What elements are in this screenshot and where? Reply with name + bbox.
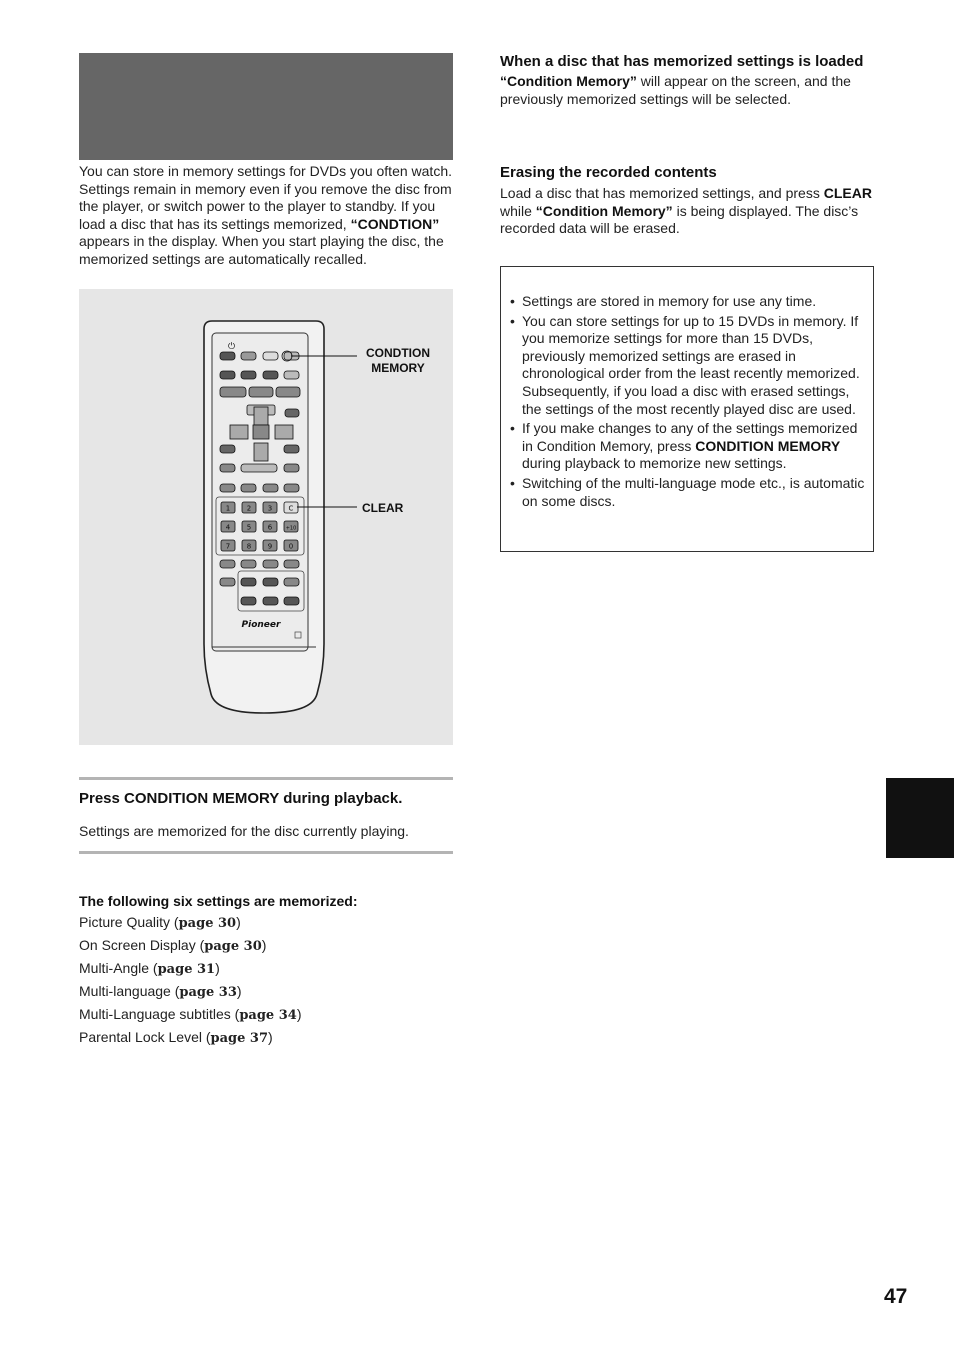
- remote-control-figure: [79, 289, 453, 745]
- clear-label: CLEAR: [362, 501, 404, 515]
- page-number: 47: [884, 1285, 908, 1308]
- list-item: Parental Lock Level (page 37): [79, 1029, 273, 1046]
- note-item: • Switching of the multi-language mode etc., is automatic on some discs.: [510, 475, 866, 510]
- list-item: Picture Quality (page 30): [79, 914, 241, 931]
- keypad-key-label: 8: [246, 542, 252, 551]
- page-reference: page 37: [210, 1031, 269, 1046]
- step-text: Settings are memorized for the disc currently playing.: [79, 823, 409, 839]
- note-item: • You can store settings for up to 15 DVDs in memory. If you memorize settings for more than 15 DVDs, previously memorized settings are erased in chronological order from the least recently memorized. Subsequently, if you load a disc with erased settings, the settings of the most recently played disc are used.: [510, 313, 866, 419]
- erasing-heading: Erasing the recorded contents: [500, 164, 717, 181]
- list-item: On Screen Display (page 30): [79, 937, 267, 954]
- notes-box: [500, 266, 874, 552]
- step-heading: Press CONDITION MEMORY during playback.: [79, 790, 403, 807]
- step-bottom-rule: [79, 851, 453, 854]
- chapter-tab: [886, 778, 954, 858]
- condition-memory-label: CONDTION MEMORY: [366, 346, 430, 375]
- section-title-bar: [79, 53, 453, 160]
- brand-logo: Pioneer: [241, 620, 281, 630]
- page-reference: page 31: [157, 962, 216, 977]
- keypad-key-label: 7: [225, 542, 231, 551]
- loaded-heading: When a disc that has memorized settings is loaded: [500, 53, 864, 70]
- note-item: • Settings are stored in memory for use any time.: [510, 293, 866, 311]
- loaded-text: “Condition Memory” will appear on the screen, and the previously memorized settings will be selected.: [500, 73, 851, 107]
- note-item: • If you make changes to any of the settings memorized in Condition Memory, press CONDITION MEMORY during playback to memorize new settings.: [510, 420, 866, 473]
- page-reference: page 30: [204, 939, 262, 954]
- memorized-settings-heading: The following six settings are memorized:: [79, 893, 358, 909]
- keypad-key-label: 9: [267, 542, 273, 551]
- page-reference: page 33: [179, 985, 237, 1000]
- keypad-key-label: +10: [285, 525, 297, 532]
- keypad-key-label: 2: [246, 504, 252, 513]
- intro-paragraph: You can store in memory settings for DVDs you often watch. Settings remain in memory even if you remove the disc from the player, or switch power to the player to standby. If you load a disc that has its settings memorized, “CONDTION” appears in the display. When you start playing the disc, the memorized settings are automatically recalled.: [79, 163, 452, 267]
- page-reference: page 34: [239, 1008, 297, 1023]
- list-item: Multi-Angle (page 31): [79, 960, 220, 977]
- keypad-key-label: 6: [267, 523, 273, 532]
- memorized-settings-list: [79, 912, 301, 1050]
- keypad-key-label: 0: [288, 542, 294, 551]
- keypad-key-label: 3: [267, 504, 273, 513]
- erasing-section: [500, 163, 874, 238]
- keypad-key-label: 5: [246, 523, 252, 532]
- loaded-section: [500, 52, 874, 108]
- keypad-key-label: 1: [225, 504, 231, 513]
- keypad-key-label: C: [288, 504, 294, 513]
- erasing-text: Load a disc that has memorized settings, and press CLEAR while “Condition Memory” is being displayed. The disc’s recorded data will be erased.: [500, 185, 872, 237]
- keypad-key-label: 4: [225, 523, 231, 532]
- list-item: Multi-Language subtitles (page 34): [79, 1006, 302, 1023]
- step-top-rule: [79, 777, 453, 780]
- notes-list: [510, 293, 866, 512]
- svg-text:⏻: ⏻: [228, 342, 236, 352]
- list-item: Multi-language (page 33): [79, 983, 242, 1000]
- page-reference: page 30: [178, 916, 237, 931]
